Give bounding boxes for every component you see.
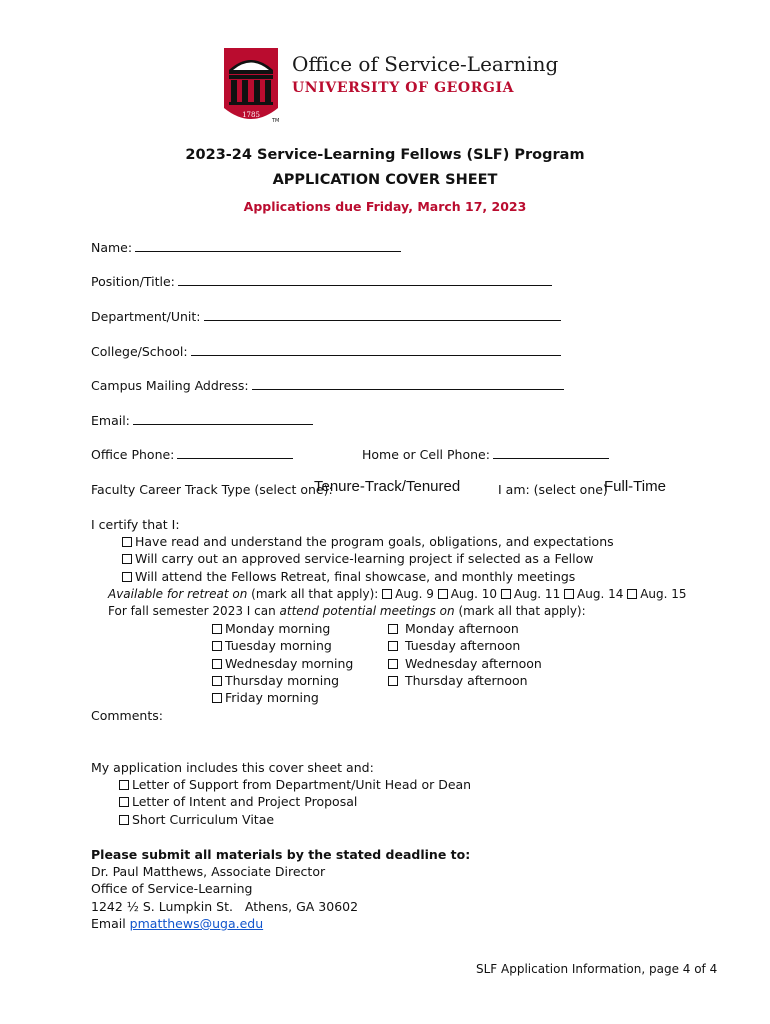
cover-sheet-title: APPLICATION COVER SHEET xyxy=(272,172,498,188)
submit-heading: Please submit all materials by the stated deadline to: xyxy=(91,847,471,862)
retreat-row xyxy=(108,587,687,602)
college-field[interactable] xyxy=(91,344,561,360)
deadline-notice: Applications due Friday, March 17, 2023 xyxy=(243,199,527,214)
email-field[interactable] xyxy=(91,413,313,429)
contact-name: Dr. Paul Matthews, Associate Director xyxy=(91,864,326,879)
checkbox[interactable] xyxy=(122,554,132,564)
meeting-option[interactable]: Tuesday morning xyxy=(212,638,332,654)
contact-address: 1242 ½ S. Lumpkin St. Athens, GA 30602 xyxy=(91,899,359,914)
position-field[interactable] xyxy=(91,274,552,290)
retreat-label-rest: (mark all that apply): xyxy=(251,587,379,601)
track-type-label: Faculty Career Track Type (select one): xyxy=(91,482,333,497)
meeting-option[interactable]: Friday morning xyxy=(212,690,319,706)
checkbox[interactable] xyxy=(627,589,637,599)
retreat-label: Available for retreat on xyxy=(108,587,248,601)
checkbox[interactable] xyxy=(119,797,129,807)
contact-email-row xyxy=(91,916,263,932)
retreat-option[interactable]: Aug. 11 xyxy=(501,587,560,601)
department-field[interactable] xyxy=(91,309,561,325)
checkbox[interactable] xyxy=(382,589,392,599)
mailing-address-label: Campus Mailing Address: xyxy=(91,378,249,393)
checkbox[interactable] xyxy=(388,676,398,686)
appointment-select[interactable]: Full-Time xyxy=(604,478,666,495)
includes-item[interactable]: Letter of Intent and Project Proposal xyxy=(119,794,357,810)
includes-item[interactable]: Letter of Support from Department/Unit Head or Dean xyxy=(119,777,471,793)
office-phone-field[interactable] xyxy=(91,447,293,463)
meeting-option[interactable]: Wednesday morning xyxy=(212,656,353,672)
name-label: Name: xyxy=(91,240,133,255)
logo-title: Office of Service-Learning xyxy=(292,52,559,76)
department-label: Department/Unit: xyxy=(91,309,201,324)
page-footer: SLF Application Information, page 4 of 4 xyxy=(476,962,718,976)
contact-office: Office of Service-Learning xyxy=(91,881,253,896)
logo-tm: TM xyxy=(272,118,280,124)
checkbox[interactable] xyxy=(212,624,222,634)
checkbox[interactable] xyxy=(212,676,222,686)
checkbox[interactable] xyxy=(212,693,222,703)
appointment-label: I am: (select one) xyxy=(498,482,608,497)
checkbox[interactable] xyxy=(388,641,398,651)
office-phone-label: Office Phone: xyxy=(91,447,175,462)
meeting-option[interactable]: Monday morning xyxy=(212,621,330,637)
includes-intro: My application includes this cover sheet and: xyxy=(91,760,374,775)
checkbox[interactable] xyxy=(564,589,574,599)
mailing-address-field[interactable] xyxy=(91,378,564,394)
checkbox[interactable] xyxy=(119,815,129,825)
checkbox[interactable] xyxy=(388,659,398,669)
meeting-option[interactable]: Wednesday afternoon xyxy=(388,656,542,672)
email-label: Email: xyxy=(91,413,130,428)
track-type-select[interactable]: Tenure-Track/Tenured xyxy=(314,478,461,495)
retreat-option[interactable]: Aug. 10 xyxy=(438,587,497,601)
checkbox[interactable] xyxy=(122,572,132,582)
uga-arch-logo xyxy=(224,48,278,126)
home-phone-field[interactable] xyxy=(362,447,609,463)
retreat-option[interactable]: Aug. 9 xyxy=(382,587,434,601)
name-field[interactable] xyxy=(91,240,401,256)
meetings-intro: For fall semester 2023 I can attend potential meetings on (mark all that apply): xyxy=(108,604,586,618)
logo-year: 1785 xyxy=(242,111,260,119)
checkbox[interactable] xyxy=(212,659,222,669)
includes-item[interactable]: Short Curriculum Vitae xyxy=(119,812,274,828)
checkbox[interactable] xyxy=(438,589,448,599)
meeting-option[interactable]: Thursday afternoon xyxy=(388,673,528,689)
logo-subtitle: UNIVERSITY OF GEORGIA xyxy=(292,80,515,96)
certify-item[interactable]: Will attend the Fellows Retreat, final showcase, and monthly meetings xyxy=(122,569,575,585)
certify-intro: I certify that I: xyxy=(91,517,180,532)
checkbox[interactable] xyxy=(212,641,222,651)
retreat-option[interactable]: Aug. 14 xyxy=(564,587,623,601)
meeting-option[interactable]: Tuesday afternoon xyxy=(388,638,520,654)
email-prefix: Email xyxy=(91,916,126,931)
college-label: College/School: xyxy=(91,344,188,359)
certify-item[interactable]: Have read and understand the program goals, obligations, and expectations xyxy=(122,534,614,550)
contact-email-link[interactable]: pmatthews@uga.edu xyxy=(129,916,264,931)
meeting-option[interactable]: Monday afternoon xyxy=(388,621,519,637)
checkbox[interactable] xyxy=(501,589,511,599)
checkbox[interactable] xyxy=(119,780,129,790)
home-phone-label: Home or Cell Phone: xyxy=(362,447,490,462)
program-title: 2023-24 Service-Learning Fellows (SLF) Program xyxy=(185,147,585,163)
retreat-option[interactable]: Aug. 15 xyxy=(627,587,686,601)
position-label: Position/Title: xyxy=(91,274,175,289)
checkbox[interactable] xyxy=(388,624,398,634)
meeting-option[interactable]: Thursday morning xyxy=(212,673,339,689)
checkbox[interactable] xyxy=(122,537,132,547)
comments-label: Comments: xyxy=(91,708,163,723)
certify-item[interactable]: Will carry out an approved service-learning project if selected as a Fellow xyxy=(122,551,593,567)
